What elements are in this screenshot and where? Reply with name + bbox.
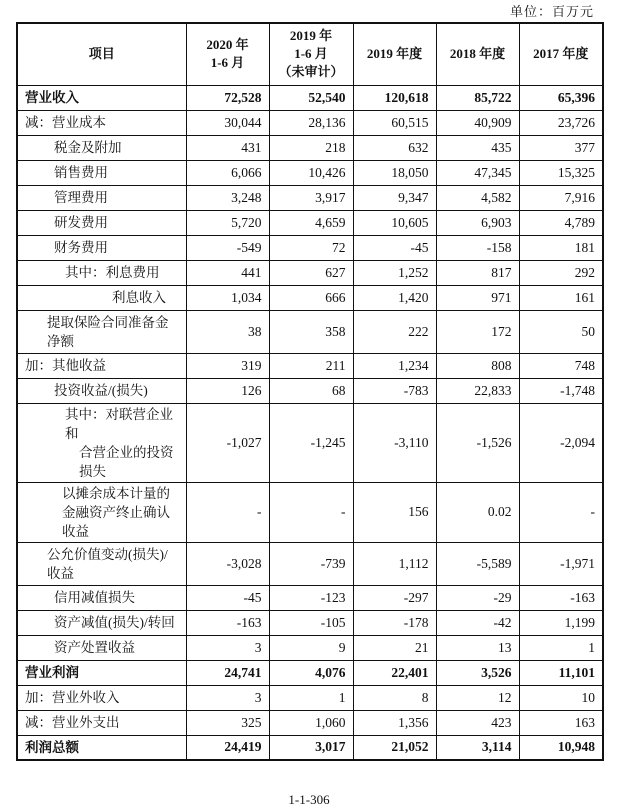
value-cell: 4,582 — [436, 185, 519, 210]
row-label-cell — [17, 710, 186, 735]
unit-label: 单位：百万元 — [509, 4, 594, 19]
column-header-line: 2020 年 — [206, 37, 249, 53]
value-cell: 52,540 — [269, 85, 353, 110]
row-label-cell — [17, 110, 186, 135]
value-cell: 3,526 — [436, 660, 519, 685]
value-cell: -549 — [186, 235, 269, 260]
value-cell: -297 — [353, 585, 436, 610]
value-cell: 1 — [269, 685, 353, 710]
column-header-line: 2018 年度 — [449, 46, 506, 62]
column-header-1 — [186, 23, 269, 85]
value-cell: 3,017 — [269, 735, 353, 760]
value-cell: 68 — [269, 378, 353, 403]
table-row — [17, 210, 603, 235]
row-label-cell — [17, 235, 186, 260]
row-label-cell — [17, 353, 186, 378]
value-cell: 971 — [436, 285, 519, 310]
value-cell: 163 — [519, 710, 603, 735]
value-cell: 808 — [436, 353, 519, 378]
row-label-line: 加：营业外收入 — [25, 690, 120, 705]
value-cell: 0.02 — [436, 482, 519, 542]
table-row — [17, 635, 603, 660]
table-row — [17, 610, 603, 635]
value-cell: -29 — [436, 585, 519, 610]
column-header-5 — [519, 23, 603, 85]
value-cell: 10 — [519, 685, 603, 710]
value-cell: -163 — [519, 585, 603, 610]
value-cell: 3 — [186, 685, 269, 710]
row-label-cell — [17, 585, 186, 610]
row-label-cell — [17, 260, 186, 285]
column-header-0 — [17, 23, 186, 85]
value-cell: 632 — [353, 135, 436, 160]
table-row — [17, 160, 603, 185]
value-cell: 65,396 — [519, 85, 603, 110]
row-label-cell — [17, 403, 186, 482]
row-label-line: 金融资产终止确认 — [62, 504, 170, 520]
page-number: 1-1-306 — [288, 792, 330, 807]
value-cell: 1,356 — [353, 710, 436, 735]
value-cell: -158 — [436, 235, 519, 260]
value-cell: 431 — [186, 135, 269, 160]
value-cell: 9 — [269, 635, 353, 660]
row-label-cell — [17, 610, 186, 635]
value-cell: 1,034 — [186, 285, 269, 310]
value-cell: 172 — [436, 310, 519, 353]
value-cell: 1,060 — [269, 710, 353, 735]
row-label-line: 其中：利息费用 — [65, 265, 160, 280]
value-cell: 21 — [353, 635, 436, 660]
value-cell: -45 — [186, 585, 269, 610]
column-header-2 — [269, 23, 353, 85]
column-header-line: 1-6 月 — [210, 55, 245, 71]
value-cell: -178 — [353, 610, 436, 635]
value-cell: 24,419 — [186, 735, 269, 760]
row-label-cell — [17, 135, 186, 160]
value-cell: -163 — [186, 610, 269, 635]
value-cell: 3,248 — [186, 185, 269, 210]
value-cell: 10,426 — [269, 160, 353, 185]
value-cell: 8 — [353, 685, 436, 710]
row-label-line: 其中：对联营企业和 — [65, 406, 173, 441]
value-cell: 222 — [353, 310, 436, 353]
column-header-line: （未审计） — [278, 64, 344, 80]
value-cell: 218 — [269, 135, 353, 160]
value-cell: 9,347 — [353, 185, 436, 210]
value-cell: 24,741 — [186, 660, 269, 685]
value-cell: 181 — [519, 235, 603, 260]
table-header-row — [17, 23, 603, 85]
value-cell: 1,199 — [519, 610, 603, 635]
row-label-cell — [17, 285, 186, 310]
row-label-cell — [17, 378, 186, 403]
column-header-line: 2019 年度 — [366, 46, 423, 62]
value-cell: 5,720 — [186, 210, 269, 235]
row-label-line: 收益 — [47, 565, 74, 581]
row-label-line: 利息收入 — [112, 290, 166, 305]
value-cell: -3,028 — [186, 542, 269, 585]
row-label-line: 以摊余成本计量的 — [62, 485, 170, 501]
value-cell: 18,050 — [353, 160, 436, 185]
table-row — [17, 353, 603, 378]
row-label-line: 税金及附加 — [54, 140, 122, 155]
value-cell: 161 — [519, 285, 603, 310]
table-row — [17, 135, 603, 160]
table-row — [17, 482, 603, 542]
row-label-line: 合营企业的投资损失 — [79, 444, 174, 479]
value-cell: 47,345 — [436, 160, 519, 185]
value-cell: 6,903 — [436, 210, 519, 235]
value-cell: 435 — [436, 135, 519, 160]
value-cell: 4,659 — [269, 210, 353, 235]
value-cell: 748 — [519, 353, 603, 378]
row-label-cell — [17, 542, 186, 585]
value-cell: 1 — [519, 635, 603, 660]
value-cell: -739 — [269, 542, 353, 585]
value-cell: -105 — [269, 610, 353, 635]
table-row — [17, 185, 603, 210]
table-row — [17, 735, 603, 760]
value-cell: 666 — [269, 285, 353, 310]
value-cell: 12 — [436, 685, 519, 710]
table-row — [17, 110, 603, 135]
value-cell: 13 — [436, 635, 519, 660]
value-cell: 72,528 — [186, 85, 269, 110]
value-cell: 28,136 — [269, 110, 353, 135]
row-label-line: 收益 — [62, 523, 89, 539]
table-row — [17, 660, 603, 685]
row-label-cell — [17, 482, 186, 542]
column-header-line: 2017 年度 — [533, 46, 589, 62]
column-header-line: 2019 年 — [289, 28, 333, 44]
value-cell: 6,066 — [186, 160, 269, 185]
column-header-4 — [436, 23, 519, 85]
value-cell: 441 — [186, 260, 269, 285]
row-label-cell — [17, 685, 186, 710]
row-label-line: 公允价值变动(损失)/ — [47, 546, 168, 562]
column-header-3 — [353, 23, 436, 85]
row-label-cell — [17, 660, 186, 685]
value-cell: -3,110 — [353, 403, 436, 482]
row-label-line: 减：营业成本 — [25, 115, 106, 130]
table-row — [17, 542, 603, 585]
value-cell: 4,789 — [519, 210, 603, 235]
value-cell: -1,748 — [519, 378, 603, 403]
row-label-line: 利润总额 — [25, 739, 79, 755]
row-label-cell — [17, 635, 186, 660]
value-cell: - — [519, 482, 603, 542]
value-cell: 1,420 — [353, 285, 436, 310]
value-cell: -1,971 — [519, 542, 603, 585]
row-label-line: 销售费用 — [54, 165, 108, 180]
value-cell: 60,515 — [353, 110, 436, 135]
row-label-line: 减：营业外支出 — [25, 715, 120, 730]
value-cell: 72 — [269, 235, 353, 260]
column-header-line: 1-6 月 — [294, 46, 328, 62]
value-cell: 40,909 — [436, 110, 519, 135]
value-cell: 23,726 — [519, 110, 603, 135]
value-cell: 325 — [186, 710, 269, 735]
value-cell: 3,917 — [269, 185, 353, 210]
row-label-line: 加：其他收益 — [25, 358, 106, 373]
value-cell: 627 — [269, 260, 353, 285]
value-cell: 22,833 — [436, 378, 519, 403]
row-label-line: 资产减值(损失)/转回 — [54, 615, 175, 630]
value-cell: 85,722 — [436, 85, 519, 110]
value-cell: 423 — [436, 710, 519, 735]
value-cell: 358 — [269, 310, 353, 353]
value-cell: 156 — [353, 482, 436, 542]
value-cell: 3,114 — [436, 735, 519, 760]
row-label-cell — [17, 85, 186, 110]
value-cell: 120,618 — [353, 85, 436, 110]
document-content — [16, 3, 602, 808]
table-row — [17, 685, 603, 710]
row-label-cell — [17, 735, 186, 760]
row-label-cell — [17, 160, 186, 185]
value-cell: -123 — [269, 585, 353, 610]
table-row — [17, 378, 603, 403]
value-cell: -1,526 — [436, 403, 519, 482]
table-row — [17, 85, 603, 110]
value-cell: - — [186, 482, 269, 542]
value-cell: 292 — [519, 260, 603, 285]
table-row — [17, 310, 603, 353]
column-header-line: 项目 — [88, 46, 115, 62]
row-label-line: 营业利润 — [25, 665, 79, 680]
row-label-line: 净额 — [47, 333, 74, 349]
value-cell: 319 — [186, 353, 269, 378]
row-label-cell — [17, 185, 186, 210]
value-cell: -45 — [353, 235, 436, 260]
value-cell: 211 — [269, 353, 353, 378]
value-cell: 1,234 — [353, 353, 436, 378]
value-cell: 3 — [186, 635, 269, 660]
value-cell: 7,916 — [519, 185, 603, 210]
value-cell: 4,076 — [269, 660, 353, 685]
row-label-cell — [17, 310, 186, 353]
row-label-line: 资产处置收益 — [54, 640, 135, 655]
value-cell: -42 — [436, 610, 519, 635]
value-cell: -1,027 — [186, 403, 269, 482]
table-row — [17, 585, 603, 610]
value-cell: 10,605 — [353, 210, 436, 235]
value-cell: 817 — [436, 260, 519, 285]
row-label-line: 管理费用 — [54, 190, 108, 205]
value-cell: 126 — [186, 378, 269, 403]
row-label-line: 信用减值损失 — [54, 590, 135, 605]
table-row — [17, 260, 603, 285]
income-statement-table — [16, 22, 604, 761]
value-cell: -2,094 — [519, 403, 603, 482]
value-cell: 21,052 — [353, 735, 436, 760]
row-label-cell — [17, 210, 186, 235]
table-row — [17, 710, 603, 735]
value-cell: 11,101 — [519, 660, 603, 685]
value-cell: 377 — [519, 135, 603, 160]
value-cell: 22,401 — [353, 660, 436, 685]
value-cell: 1,112 — [353, 542, 436, 585]
table-row — [17, 235, 603, 260]
value-cell: 30,044 — [186, 110, 269, 135]
value-cell: 10,948 — [519, 735, 603, 760]
value-cell: 15,325 — [519, 160, 603, 185]
value-cell: 50 — [519, 310, 603, 353]
row-label-line: 研发费用 — [54, 215, 108, 230]
value-cell: 38 — [186, 310, 269, 353]
row-label-line: 投资收益/(损失) — [54, 383, 148, 398]
value-cell: -1,245 — [269, 403, 353, 482]
row-label-line: 财务费用 — [54, 240, 108, 255]
value-cell: -5,589 — [436, 542, 519, 585]
table-row — [17, 285, 603, 310]
row-label-line: 营业收入 — [25, 90, 79, 105]
value-cell: - — [269, 482, 353, 542]
value-cell: -783 — [353, 378, 436, 403]
table-row — [17, 403, 603, 482]
value-cell: 1,252 — [353, 260, 436, 285]
row-label-line: 提取保险合同准备金 — [47, 314, 169, 330]
